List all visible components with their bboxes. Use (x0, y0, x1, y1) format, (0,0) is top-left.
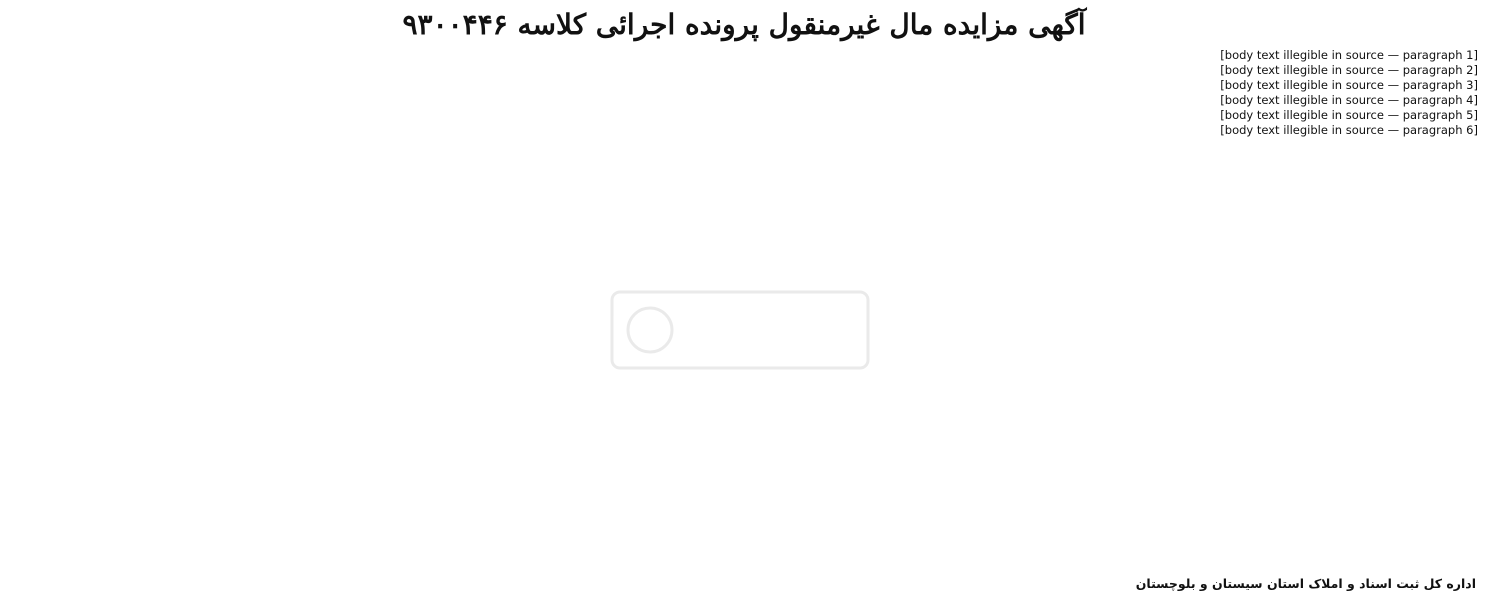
notice-paragraph: [body text illegible in source — paragraph 1] (1220, 48, 1478, 62)
issuing-office: اداره کل ثبت اسناد و املاک استان سیستان و بلوچستان (1135, 576, 1476, 591)
notice-paragraph: [body text illegible in source — paragraph 2] (1220, 63, 1478, 77)
notice-paragraph: [body text illegible in source — paragraph 5] (1220, 108, 1478, 122)
watermark-logo (610, 290, 870, 370)
notice-title: آگهی مزایده مال غیرمنقول پرونده اجرائی کلاسه ۹۳۰۰۴۴۶ (402, 8, 1086, 41)
notice-paragraph: [body text illegible in source — paragraph 4] (1220, 93, 1478, 107)
notice-paragraph: [body text illegible in source — paragraph 6] (1220, 123, 1478, 137)
notice-paragraph: [body text illegible in source — paragraph 3] (1220, 78, 1478, 92)
